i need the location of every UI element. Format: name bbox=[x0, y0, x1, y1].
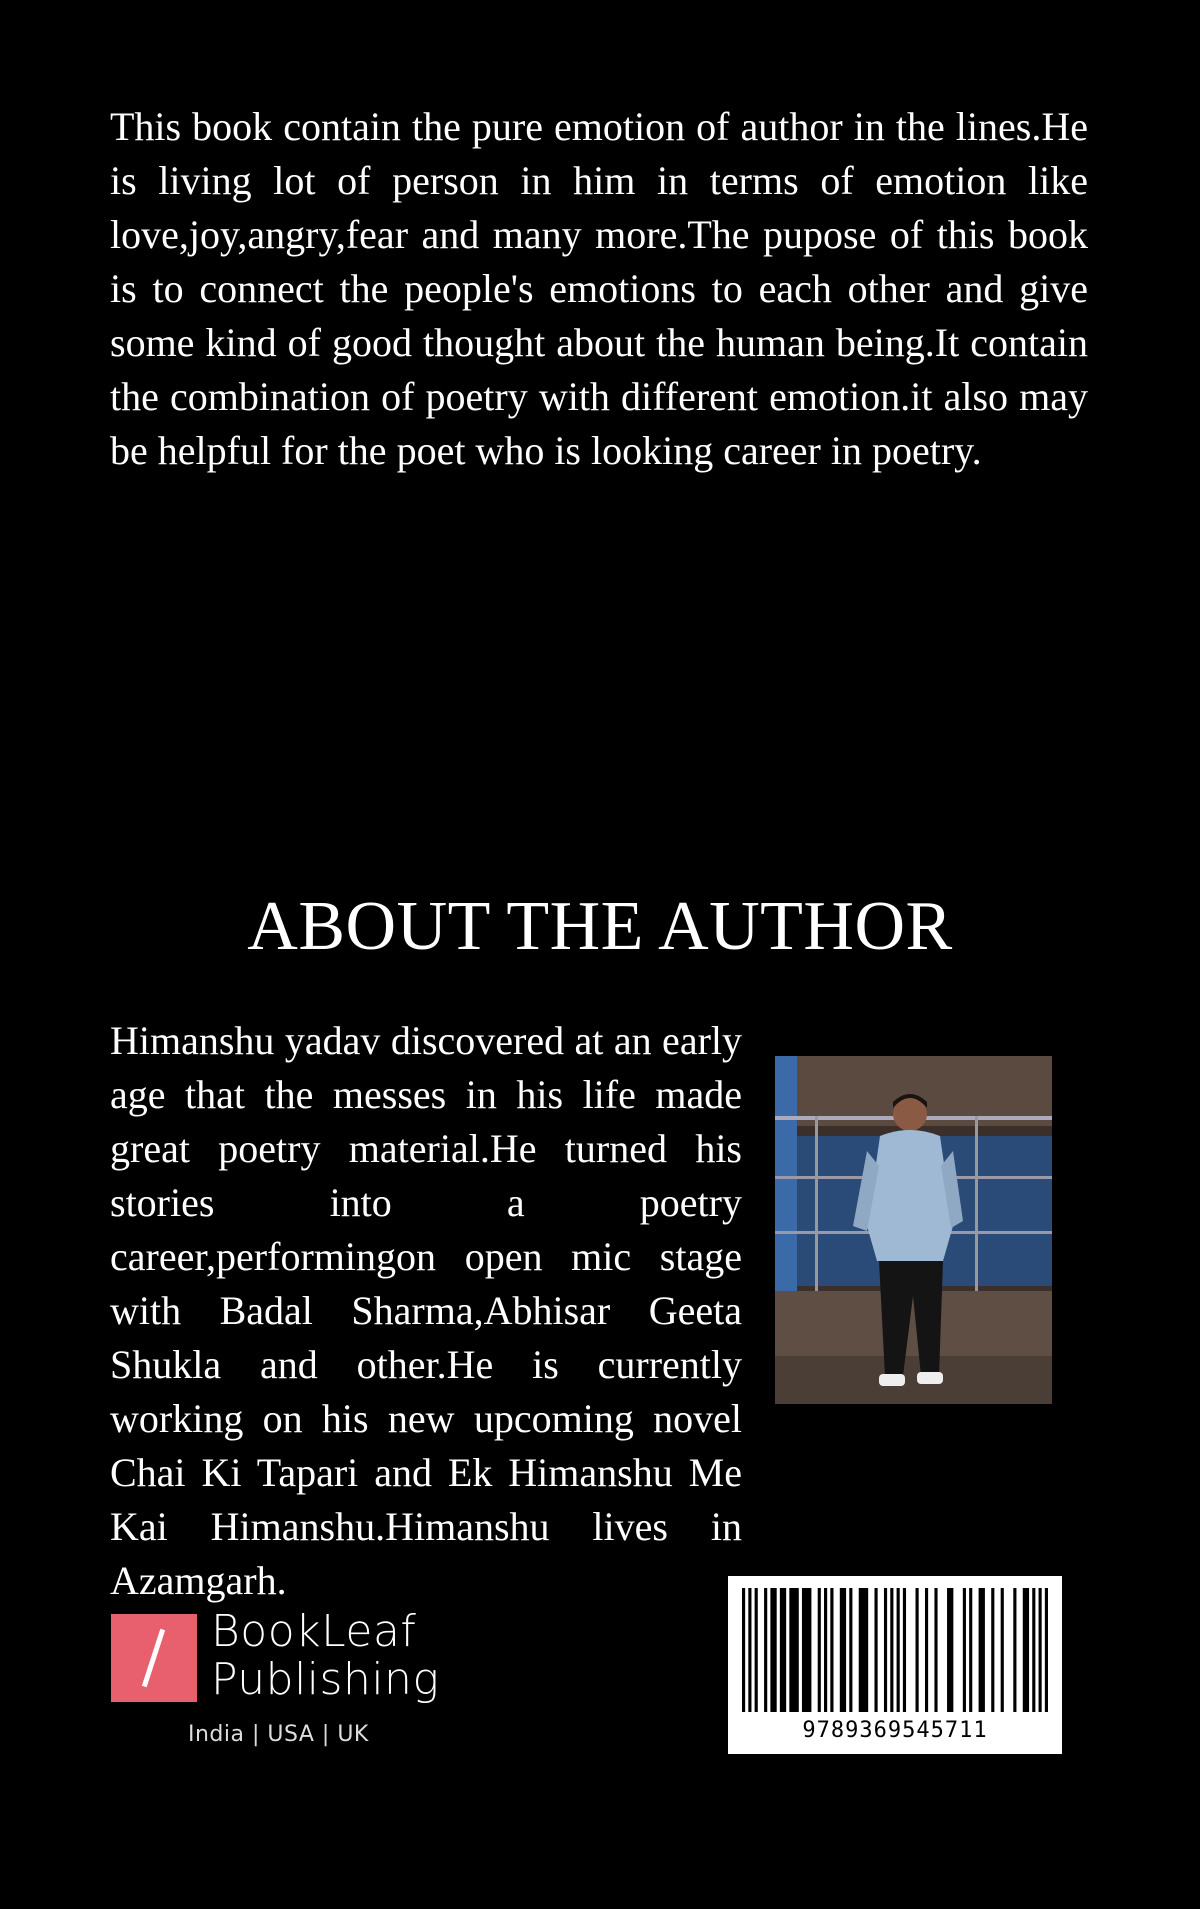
barcode-bar bbox=[1045, 1588, 1048, 1712]
publisher-name-line1: BookLeaf bbox=[211, 1606, 417, 1657]
barcode-bar bbox=[830, 1588, 833, 1712]
barcode-bar bbox=[916, 1588, 919, 1712]
barcode-bars bbox=[742, 1588, 1048, 1712]
about-author-heading: ABOUT THE AUTHOR bbox=[247, 888, 953, 965]
publisher-name bbox=[211, 1608, 439, 1704]
barcode-bar bbox=[934, 1588, 937, 1712]
barcode-bar bbox=[849, 1588, 852, 1712]
barcode-bar bbox=[840, 1588, 846, 1712]
barcode-bar bbox=[1032, 1588, 1035, 1712]
logo-mark-icon bbox=[111, 1614, 197, 1702]
barcode-bar bbox=[780, 1588, 786, 1712]
barcode-bar bbox=[764, 1588, 767, 1712]
barcode-bar bbox=[925, 1588, 928, 1712]
barcode-bar bbox=[1013, 1588, 1016, 1712]
barcode-bar bbox=[1023, 1588, 1029, 1712]
barcode-bar bbox=[897, 1588, 900, 1712]
publisher-name-line2: Publishing bbox=[211, 1654, 440, 1705]
barcode-bar bbox=[748, 1588, 751, 1712]
publisher-regions: India | USA | UK bbox=[188, 1722, 369, 1747]
barcode-bar bbox=[770, 1588, 776, 1712]
barcode-bar bbox=[963, 1588, 966, 1712]
barcode-bar bbox=[742, 1588, 745, 1712]
barcode-bar bbox=[890, 1588, 893, 1712]
barcode-bar bbox=[991, 1588, 994, 1712]
bookleaf-publishing-logo bbox=[111, 1606, 441, 1754]
barcode-bar bbox=[859, 1588, 868, 1712]
barcode-bar bbox=[1001, 1588, 1004, 1712]
author-bio: Himanshu yadav discovered at an early age that the messes in his life made great poetry material.He turned his stories into a poetry career,performingon open mic stage with Badal Sharma,Abhisar Geeta Shukla and other.He is currently working on his new upcoming novel Chai Ki Tapari and Ek Himanshu Me Kai Himanshu.Himanshu lives in Azamgarh. bbox=[110, 1018, 742, 1603]
author-photo bbox=[775, 1056, 1052, 1404]
barcode-bar bbox=[802, 1588, 811, 1712]
back-cover-blurb: This book contain the pure emotion of author in the lines.He is living lot of person in him in terms of emotion like love,joy,angry,fear and many more.The pupose of this book is to connect the people's emotions to each other and give some kind of good thought about the human being.It contain the combination of poetry with different emotion.it also may be helpful for the poet who is looking career in poetry. bbox=[110, 104, 1088, 473]
barcode-bar bbox=[947, 1588, 953, 1712]
barcode-bar bbox=[824, 1588, 827, 1712]
isbn-number: 9789369545711 bbox=[802, 1718, 988, 1743]
barcode-bar bbox=[979, 1588, 985, 1712]
barcode-bar bbox=[1039, 1588, 1042, 1712]
barcode-bar bbox=[903, 1588, 906, 1712]
barcode-bar bbox=[969, 1588, 972, 1712]
isbn-barcode bbox=[728, 1576, 1062, 1754]
barcode-bar bbox=[818, 1588, 821, 1712]
barcode-bar bbox=[884, 1588, 887, 1712]
barcode-bar bbox=[789, 1588, 798, 1712]
barcode-bar bbox=[874, 1588, 877, 1712]
barcode-bar bbox=[755, 1588, 758, 1712]
